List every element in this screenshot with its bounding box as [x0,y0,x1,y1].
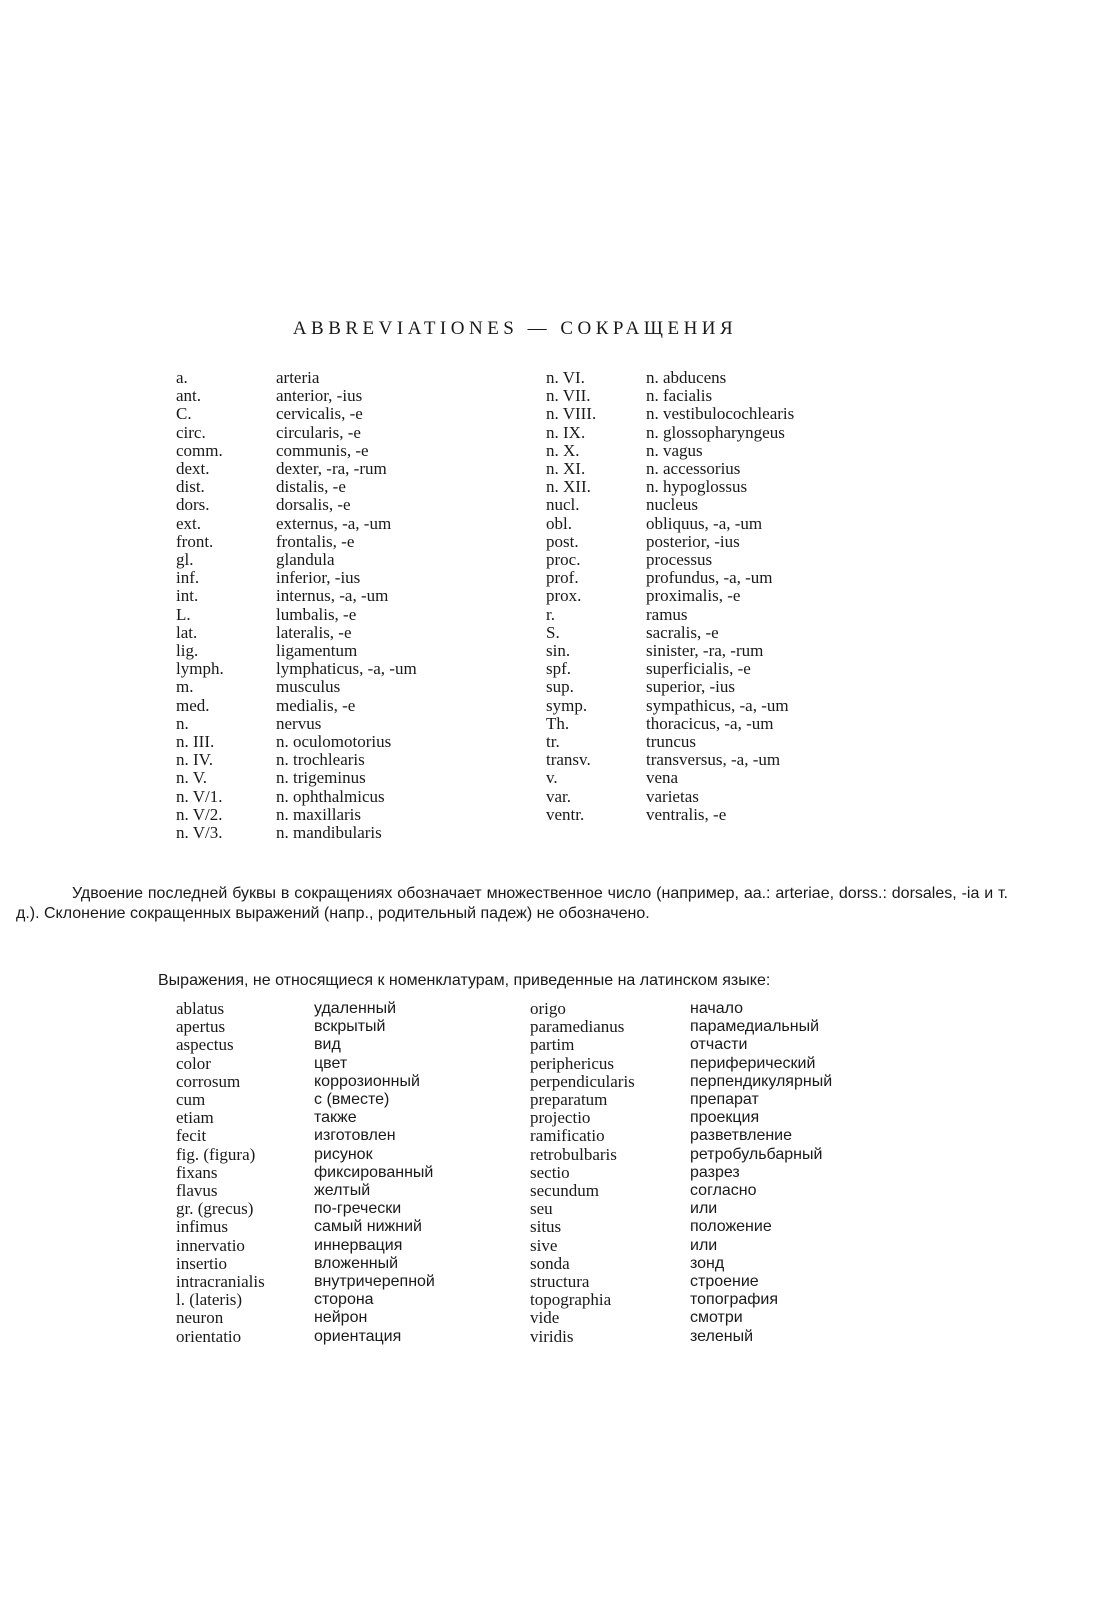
latin-term-row-term: insertio [176,1253,227,1273]
latin-term-row [176,1073,435,1091]
abbreviation-row-definition: n. glossopharyngeus [646,422,785,442]
abbreviation-row-term: ant. [176,386,202,406]
abbreviation-row-term: obl. [546,513,572,533]
latin-term-row-definition: сторона [314,1291,374,1309]
abbreviation-row-definition: internus, -a, -um [276,586,389,606]
abbreviation-row [176,587,417,605]
latin-term-row [176,1237,435,1255]
abbreviation-row-definition: superficialis, -e [646,659,751,679]
abbreviation-row-definition: n. facialis [646,386,713,406]
latin-term-row [530,1036,832,1054]
latin-term-row-term: situs [530,1217,562,1237]
abbreviation-row-term: Th. [546,713,570,733]
latin-term-row [530,1109,832,1127]
abbreviation-row-definition: n. vagus [646,440,703,460]
abbreviation-row-term: gl. [176,550,194,570]
latin-term-row [176,1218,435,1236]
abbreviation-row-definition: communis, -e [276,440,369,460]
abbreviation-row-term: L. [176,604,191,624]
latin-term-row [530,1127,832,1145]
abbreviation-row-term: n. [176,713,189,733]
abbreviation-row-term: symp. [546,695,588,715]
latin-term-row [176,1036,435,1054]
abbreviation-row [176,824,417,842]
abbreviation-row [546,606,794,624]
abbreviation-row-definition: ligamentum [276,641,358,661]
abbreviation-row-term: int. [176,586,199,606]
abbreviation-row-term: prox. [546,586,582,606]
abbreviation-row-term: v. [546,768,558,788]
latin-term-row-definition: отчасти [690,1036,748,1054]
latin-term-row-term: aspectus [176,1035,234,1055]
latin-term-row-term: topographia [530,1290,612,1310]
abbreviation-row [546,569,794,587]
latin-term-row-definition: удаленный [314,1000,397,1017]
abbreviation-row [176,424,417,442]
abbreviation-list-left [176,369,417,842]
abbreviation-row-definition: dorsalis, -e [276,495,351,515]
abbreviation-row-definition: n. trochlearis [276,750,365,770]
latin-term-row-definition: согласно [690,1182,757,1200]
abbreviation-row [176,606,417,624]
abbreviation-row [546,678,794,696]
abbreviation-row [546,733,794,751]
abbreviation-row-definition: varietas [646,786,699,806]
latin-term-row-term: neuron [176,1308,224,1328]
latin-term-row-definition: разветвление [690,1127,793,1145]
abbreviation-row-definition: cervicalis, -e [276,404,363,424]
latin-term-row-definition: топография [690,1291,779,1309]
latin-term-row [530,1073,832,1091]
abbreviation-row [546,496,794,514]
latin-term-row-term: periphericus [530,1053,615,1073]
abbreviation-row [546,478,794,496]
abbreviation-row-definition: profundus, -a, -um [646,568,773,588]
latin-term-row-term: flavus [176,1181,218,1201]
abbreviation-row-term: n. XII. [546,477,591,497]
latin-term-row-definition: самый нижний [314,1218,422,1236]
abbreviation-row-definition: ramus [646,604,688,624]
latin-term-row [530,1091,832,1109]
abbreviation-row-definition: n. ophthalmicus [276,786,385,806]
abbreviation-row [176,460,417,478]
abbreviation-row [176,788,417,806]
latin-term-row-term: fig. (figura) [176,1144,256,1164]
latin-term-row-term: orientatio [176,1326,242,1346]
abbreviation-row-term: tr. [546,732,560,752]
abbreviation-row-term: proc. [546,550,581,570]
latin-term-row-term: sonda [530,1253,570,1273]
latin-term-row [530,1146,832,1164]
latin-term-row-term: partim [530,1035,575,1055]
abbreviation-row [176,769,417,787]
latin-term-row-definition: или [690,1236,718,1254]
abbreviation-row [546,624,794,642]
abbreviation-row-definition: inferior, -ius [276,568,361,588]
latin-term-row-term: infimus [176,1217,228,1237]
abbreviation-row-definition: posterior, -ius [646,531,740,551]
latin-term-row-definition: вскрытый [314,1018,386,1036]
abbreviation-row-term: C. [176,404,192,424]
latin-term-row [176,1182,435,1200]
abbreviation-row-definition: nervus [276,713,322,733]
latin-term-row-term: fecit [176,1126,207,1146]
abbreviation-row-term: n. III. [176,732,215,752]
abbreviation-row-term: S. [546,622,560,642]
abbreviation-row-term: n. V. [176,768,208,788]
abbreviation-row-definition: truncus [646,732,697,752]
latin-terms-intro: Выражения, не относящиеся к номенклатурам, приведенные на латинском языке: [158,972,771,989]
abbreviation-row [546,715,794,733]
latin-term-row-definition: перпендикулярный [690,1072,833,1090]
latin-term-row-definition: препарат [690,1091,759,1109]
abbreviation-row [546,460,794,478]
abbreviation-row-definition: anterior, -ius [276,386,363,406]
abbreviation-row [176,751,417,769]
abbreviation-row-definition: processus [646,550,713,570]
latin-term-row-definition: с (вместе) [314,1091,390,1109]
abbreviation-row-term: n. X. [546,440,580,460]
abbreviation-row [546,642,794,660]
abbreviation-row-term: n. VI. [546,368,585,387]
abbreviation-row [546,369,794,387]
abbreviation-row-term: n. XI. [546,459,586,479]
abbreviation-row [176,478,417,496]
latin-term-row-term: etiam [176,1108,214,1128]
latin-term-row-definition: положение [690,1218,772,1236]
latin-term-row-term: innervatio [176,1235,245,1255]
abbreviation-row [546,769,794,787]
latin-term-row [176,1273,435,1291]
abbreviation-row-definition: n. maxillaris [276,804,361,824]
latin-term-row [530,1237,832,1255]
latin-term-row [176,1164,435,1182]
latin-term-row [176,1328,435,1346]
abbreviation-row-term: n. V/1. [176,786,223,806]
abbreviation-row [546,424,794,442]
abbreviation-row-definition: n. oculomotorius [276,732,392,752]
abbreviation-row-term: ventr. [546,804,585,824]
latin-term-row-definition: ориентация [314,1327,402,1345]
abbreviation-row [176,442,417,460]
latin-term-row-definition: проекция [690,1109,760,1127]
abbreviation-row-term: nucl. [546,495,580,515]
abbreviation-row-definition: lateralis, -e [276,622,352,642]
abbreviation-row [176,533,417,551]
abbreviation-row-definition: arteria [276,368,320,387]
abbreviation-row-definition: sacralis, -e [646,622,719,642]
abbreviation-row-term: lig. [176,641,199,661]
latin-term-row-definition: иннервация [314,1236,403,1254]
abbreviation-row-definition: superior, -ius [646,677,736,697]
latin-term-row-definition: фиксированный [314,1163,434,1181]
abbreviation-row [176,624,417,642]
abbreviation-row [176,551,417,569]
latin-term-row-term: structura [530,1272,590,1292]
abbreviation-row [546,515,794,533]
abbreviation-row [176,660,417,678]
latin-term-row-term: fixans [176,1162,218,1182]
abbreviation-row [546,533,794,551]
abbreviation-row-definition: transversus, -a, -um [646,750,781,770]
latin-term-row [530,1182,832,1200]
abbreviation-row [546,806,794,824]
abbreviation-row-term: inf. [176,568,200,588]
abbreviation-row-definition: glandula [276,550,335,570]
latin-term-row [530,1055,832,1073]
latin-term-row-term: preparatum [530,1090,608,1110]
latin-term-row-definition: ретробульбарный [690,1145,823,1163]
abbreviation-row-term: n. VII. [546,386,591,406]
latin-term-row [530,1218,832,1236]
latin-term-row [176,1291,435,1309]
latin-term-row-term: sectio [530,1162,570,1182]
abbreviation-row-definition: musculus [276,677,341,697]
latin-term-row-term: corrosum [176,1071,241,1091]
latin-term-row-definition: желтый [314,1182,371,1200]
abbreviation-row-definition: sympathicus, -a, -um [646,695,789,715]
latin-term-row-definition: цвет [314,1054,348,1072]
abbreviation-row-definition: dexter, -ra, -rum [276,459,387,479]
abbreviation-row [176,369,417,387]
abbreviation-row-definition: lumbalis, -e [276,604,357,624]
abbreviation-row-term: front. [176,531,214,551]
latin-term-row-definition: смотри [690,1309,743,1327]
abbreviation-row-term: spf. [546,659,572,679]
abbreviation-row-definition: obliquus, -a, -um [646,513,763,533]
abbreviation-row [176,642,417,660]
abbreviation-row-definition: thoracicus, -a, -um [646,713,774,733]
abbreviation-row-definition: sinister, -ra, -rum [646,641,764,661]
abbreviation-row-term: sup. [546,677,574,697]
abbreviation-row-term: ext. [176,513,202,533]
abbreviation-row-definition: vena [646,768,679,788]
plural-note: Удвоение последней буквы в сокращениях обозначает множественное число (например, aa.: arteriae, dorss.: dorsales, -ia и т. д.). Склонение сокращенных выражений (напр., родительный падеж) не обозначено. [16,885,1008,922]
latin-term-row [530,1273,832,1291]
abbreviation-row-definition: n. vestibulocochlearis [646,404,795,424]
latin-term-row-term: l. (lateris) [176,1290,243,1310]
abbreviation-row-definition: nucleus [646,495,698,515]
abbreviation-row [176,733,417,751]
latin-term-row-term: origo [530,999,566,1018]
abbreviation-row-term: var. [546,786,572,806]
latin-term-row [176,1109,435,1127]
latin-term-row-definition: по-гречески [314,1200,402,1218]
latin-term-row [176,1127,435,1145]
abbreviation-row-term: r. [546,604,555,624]
abbreviation-row-definition: lymphaticus, -a, -um [276,659,417,679]
latin-term-row-term: perpendicularis [530,1071,635,1091]
latin-term-row [176,1018,435,1036]
latin-term-row-term: projectio [530,1108,591,1128]
abbreviation-row [176,715,417,733]
latin-term-row-term: viridis [530,1326,574,1346]
latin-term-row-definition: нейрон [314,1309,368,1327]
abbreviation-row-term: lymph. [176,659,224,679]
latin-term-row-definition: периферический [690,1054,816,1072]
latin-term-row [176,1309,435,1327]
latin-terms-list-left [176,1000,435,1346]
abbreviation-row-term: lat. [176,622,198,642]
latin-term-row-definition: рисунок [314,1145,373,1163]
latin-term-row [530,1328,832,1346]
latin-term-row-definition: вложенный [314,1254,399,1272]
latin-term-row-definition: коррозионный [314,1072,420,1090]
abbreviation-row [176,569,417,587]
latin-term-row-definition: строение [690,1273,759,1291]
abbreviation-row-definition: frontalis, -e [276,531,355,551]
latin-term-row-term: retrobulbaris [530,1144,617,1164]
latin-term-row-term: secundum [530,1181,599,1201]
abbreviation-row-definition: n. trigeminus [276,768,366,788]
abbreviation-row [176,496,417,514]
abbreviation-row-definition: externus, -a, -um [276,513,392,533]
latin-term-row [530,1309,832,1327]
abbreviation-row-term: dist. [176,477,205,497]
abbreviation-row [546,442,794,460]
abbreviation-row-term: a. [176,368,188,387]
abbreviation-row-term: n. IX. [546,422,586,442]
page-title: ABBREVIATIONES — СОКРАЩЕНИЯ [292,318,738,339]
latin-term-row-definition: также [314,1109,357,1127]
abbreviation-row-definition: proximalis, -e [646,586,741,606]
latin-term-row-term: ablatus [176,999,225,1018]
abbreviation-row-term: transv. [546,750,591,770]
latin-term-row-term: paramedianus [530,1017,625,1037]
abbreviation-row [546,660,794,678]
abbreviation-row [176,678,417,696]
latin-term-row [176,1055,435,1073]
abbreviation-row [546,751,794,769]
abbreviation-row [546,405,794,423]
abbreviation-row-definition: n. abducens [646,368,727,387]
latin-term-row-term: apertus [176,1017,226,1037]
abbreviation-row [546,551,794,569]
latin-term-row [530,1018,832,1036]
abbreviation-row [546,697,794,715]
latin-term-row [176,1000,435,1018]
latin-term-row [530,1255,832,1273]
latin-term-row-term: cum [176,1090,206,1110]
latin-term-row [530,1000,832,1018]
abbreviation-row-term: n. VIII. [546,404,597,424]
latin-term-row-term: sive [530,1235,558,1255]
abbreviation-row-definition: n. accessorius [646,459,741,479]
abbreviation-row-term: dors. [176,495,210,515]
abbreviation-row [546,587,794,605]
abbreviation-row-term: m. [176,677,194,697]
abbreviation-row [176,387,417,405]
latin-term-row-term: vide [530,1308,560,1328]
latin-term-row-term: gr. (grecus) [176,1199,254,1219]
latin-term-row-definition: зонд [690,1254,725,1272]
latin-term-row [176,1091,435,1109]
latin-term-row-definition: вид [314,1036,341,1054]
abbreviation-row-term: comm. [176,440,223,460]
abbreviation-row [546,387,794,405]
latin-term-row-definition: или [690,1200,718,1218]
latin-term-row-term: seu [530,1199,553,1219]
abbreviation-row-definition: medialis, -e [276,695,356,715]
abbreviation-row [546,788,794,806]
latin-term-row [176,1200,435,1218]
abbreviation-row-definition: ventralis, -e [646,804,727,824]
latin-term-row [176,1146,435,1164]
latin-term-row-term: color [176,1053,211,1073]
abbreviation-list-right [546,369,794,824]
abbreviation-row-term: prof. [546,568,579,588]
abbreviation-row-term: n. V/3. [176,823,223,843]
abbreviation-row-term: circ. [176,422,206,442]
latin-term-row-definition: внутричерепной [314,1273,435,1291]
latin-term-row [530,1200,832,1218]
latin-term-row-definition: начало [690,1000,744,1017]
abbreviation-row-definition: circularis, -e [276,422,361,442]
latin-term-row-definition: разрез [690,1163,740,1181]
abbreviation-row [176,515,417,533]
latin-term-row [530,1291,832,1309]
abbreviation-row-definition: n. hypoglossus [646,477,748,497]
abbreviation-row [176,697,417,715]
abbreviation-row-term: dext. [176,459,210,479]
abbreviation-row [176,806,417,824]
latin-term-row-term: intracranialis [176,1272,265,1292]
abbreviation-row-definition: distalis, -e [276,477,346,497]
abbreviation-row-term: n. V/2. [176,804,223,824]
abbreviation-row-term: post. [546,531,579,551]
abbreviation-row-term: med. [176,695,210,715]
latin-terms-list-right [530,1000,832,1346]
latin-term-row [176,1255,435,1273]
abbreviation-row-definition: n. mandibularis [276,823,382,843]
latin-term-row-definition: парамедиальный [690,1018,820,1036]
latin-term-row-definition: зеленый [690,1327,754,1345]
latin-term-row [530,1164,832,1182]
abbreviation-row-term: sin. [546,641,571,661]
latin-term-row-term: ramificatio [530,1126,605,1146]
latin-term-row-definition: изготовлен [314,1127,396,1145]
abbreviation-row [176,405,417,423]
abbreviation-row-term: n. IV. [176,750,213,770]
